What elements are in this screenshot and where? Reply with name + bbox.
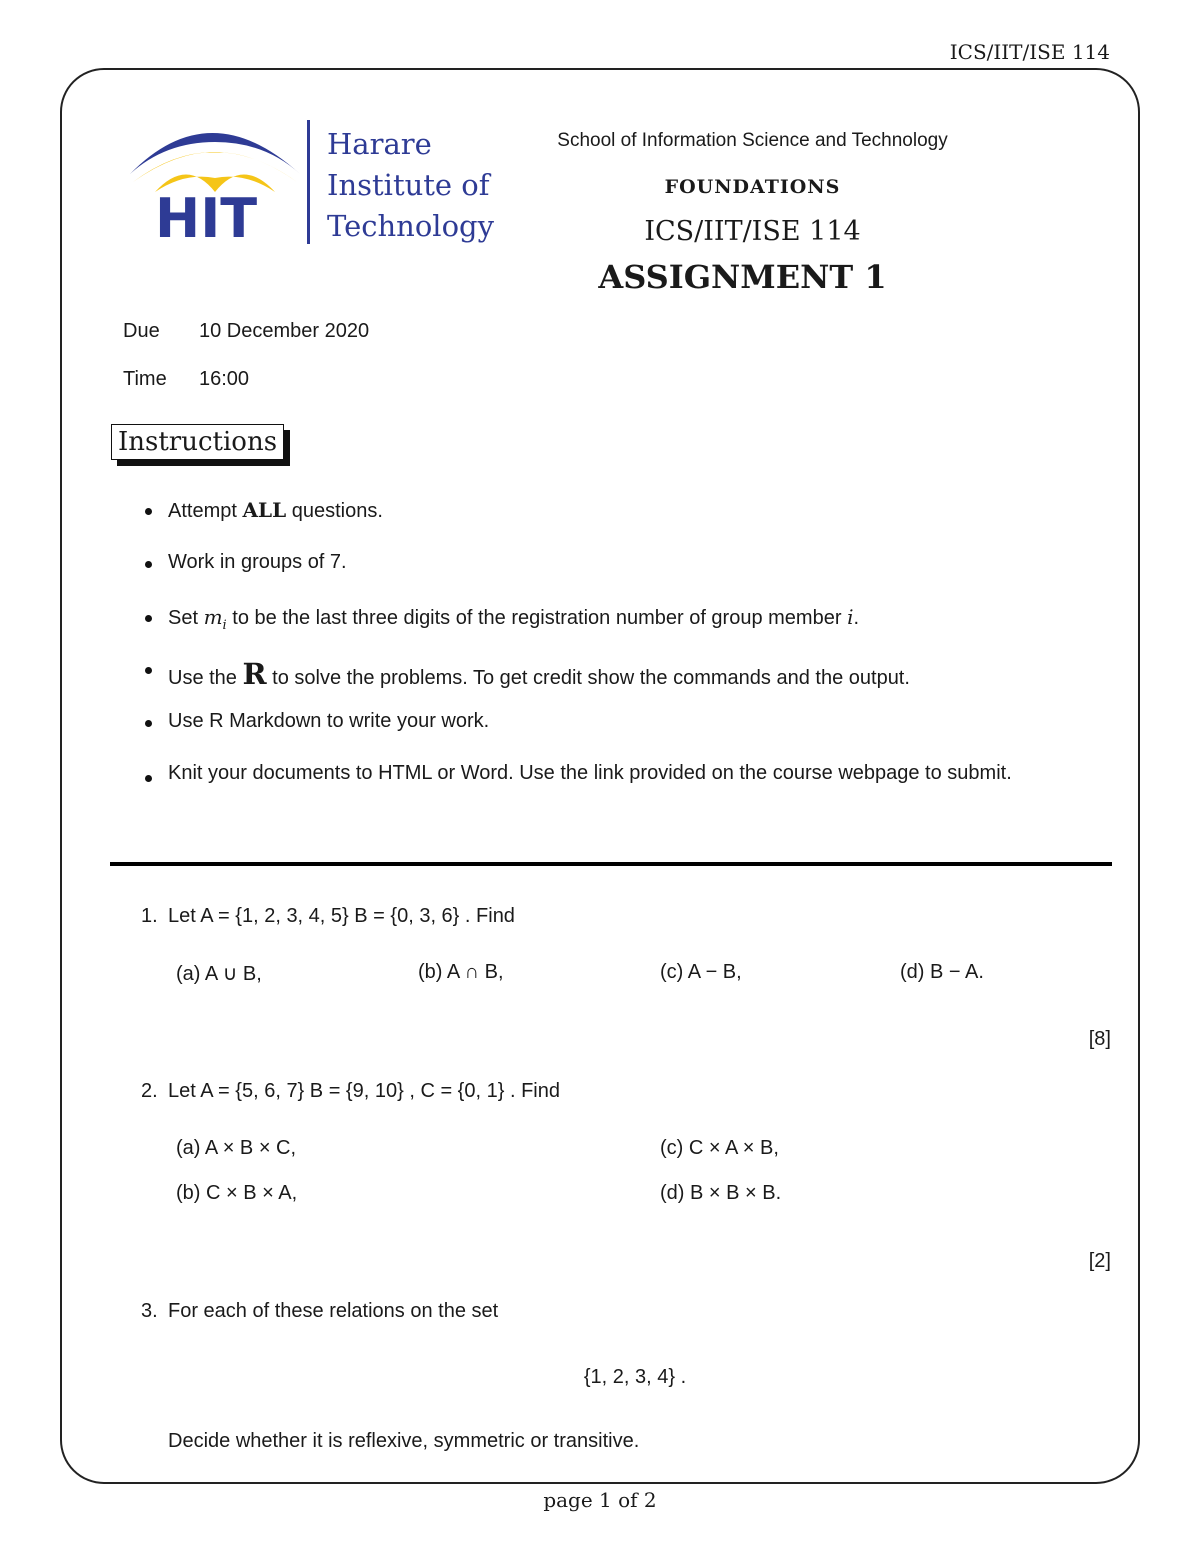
instruction-text: to be the last three digits of the registration number of group member [226,607,848,629]
instruction-text: to solve the problems. To get credit show the commands and the output. [266,667,910,689]
q2-option-c: (c) C × A × B, [660,1137,779,1159]
q2-option-a: (a) A × B × C, [176,1137,297,1159]
section-divider [110,862,1112,866]
math-variable: i [847,605,854,629]
logo-line-institute: Institute of [327,168,490,202]
instruction-text: Set [168,607,204,629]
q3-instruction: Decide whether it is reflexive, symmetric or transitive. [168,1430,640,1452]
math-subscript: i [222,618,227,633]
q3-set: {1, 2, 3, 4} . [583,1366,687,1388]
time-row [123,368,249,391]
course-title: ICS/IIT/ISE 114 [644,216,861,247]
instruction-text: questions. [286,500,383,522]
page-number: page 1 of 2 [543,1488,657,1512]
q2-option-b: (b) C × B × A, [176,1182,298,1204]
q1-option-a: (a) A ∪ B, [176,963,262,985]
question-number: 3. [141,1300,158,1322]
q2-marks: [2] [1088,1250,1111,1272]
q1-option-d: (d) B − A. [900,961,984,983]
time-value: 16:00 [199,368,250,390]
time-label: Time [123,368,167,390]
logo-divider [307,120,310,244]
question-number: 2. [141,1080,158,1102]
hit-logo-abbr: HIT [155,187,258,250]
r-language-name: R [242,657,267,691]
q1-marks: [8] [1088,1028,1111,1050]
question-number: 1. [141,905,158,927]
instructions-heading: Instructions [111,424,284,460]
assignment-title: ASSIGNMENT 1 [598,258,887,296]
due-row [123,320,369,343]
instruction-text: . [853,607,860,629]
school-name: School of Information Science and Technology [557,130,948,151]
instruction-text: Attempt [168,500,243,522]
question-text: Let A = {5, 6, 7} B = {9, 10} , C = {0, 1} . Find [168,1080,560,1102]
question-text: For each of these relations on the set [168,1300,499,1322]
due-label: Due [123,320,160,342]
q1-option-c: (c) A − B, [660,961,742,983]
header-course-code: ICS/IIT/ISE 114 [949,40,1110,64]
instruction-text: Work in groups of 7. [168,551,347,573]
logo-line-technology: Technology [327,209,494,243]
subject-title: FOUNDATIONS [664,176,841,198]
hit-logo-arch-icon [125,112,305,252]
hit-logo [125,112,505,252]
q1-option-b: (b) A ∩ B, [418,961,504,983]
logo-line-harare: Harare [327,127,432,161]
question-text: Let A = {1, 2, 3, 4, 5} B = {0, 3, 6} . Find [168,905,515,927]
math-variable: m [203,605,223,629]
instruction-text: Use R Markdown to write your work. [168,710,490,732]
instruction-text: Use the [168,667,243,689]
instruction-text: Knit your documents to HTML or Word. Use the link provided on the course webpage to submit. [168,762,1012,784]
q2-option-d: (d) B × B × B. [660,1182,782,1204]
due-value: 10 December 2020 [199,320,370,342]
instruction-emphasis: ALL [242,498,287,522]
